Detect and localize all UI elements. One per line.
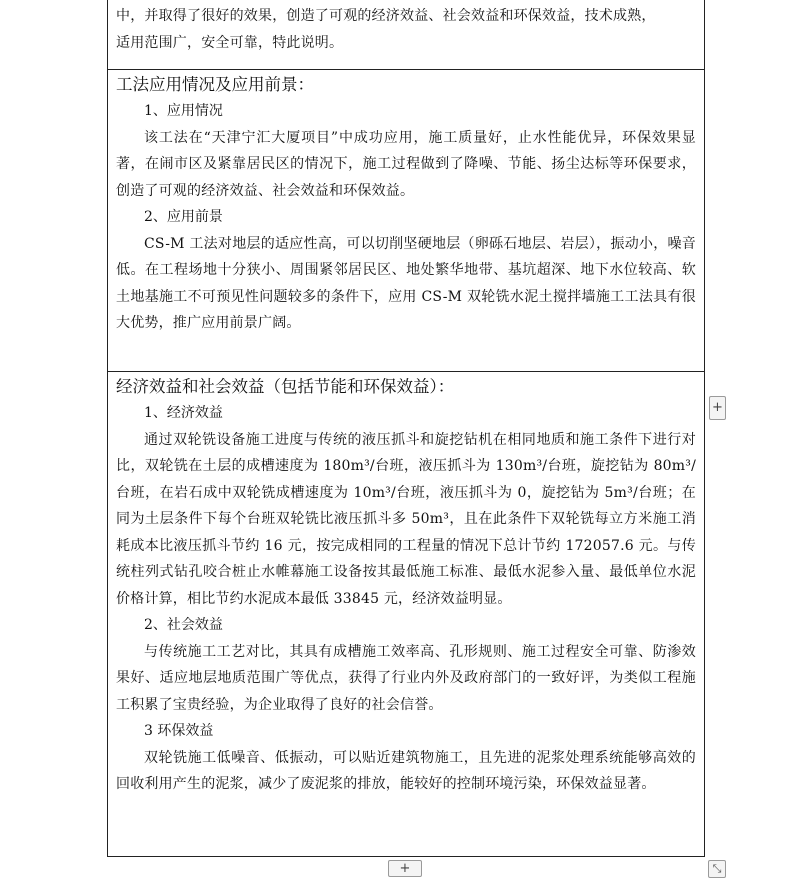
subheading-economic-benefit: 1、经济效益 [144,405,223,421]
text-line: 中，并取得了很好的效果，创造了可观的经济效益、社会效益和环保效益，技术成熟， [116,8,656,24]
table-cell-summary[interactable] [108,0,704,70]
paragraph-environmental-benefit: 双轮铣施工低噪音、低振动，可以贴近建筑物施工，且先进的泥浆处理系统能够高效的回收利用产生的泥浆，减少了废泥浆的排放，能较好的控制环境污染，环保效益显著。 [116,749,696,792]
table-resize-handle-icon[interactable]: ⤡ [708,860,726,878]
add-column-button[interactable]: + [709,396,726,420]
table-cell-application[interactable] [108,70,704,372]
paragraph-economic-benefit: 通过双轮铣设备施工进度与传统的液压抓斗和旋挖钻机在相同地质和施工条件下进行对比，双轮铣在土层的成槽速度为 180m³/台班，液压抓斗为 130m³/台班，旋挖钻为 80m³/台班，在岩石成中双轮铣成槽速度为 10m³/台班，液压抓斗为 0，旋挖钻为 5m³/台班；在同为土层条件下每个台班双轮铣比液压抓斗多 50m³，且在此条件下双轮铣每立方米施工消耗成本比液压抓斗节约 16 元，按完成相同的工程量的情况下总计节约 172057.6 元。与传统柱列式钻孔咬合桩止水帷幕施工设备按其最低施工标准、最低水泥参入量、最低单位水泥价格计算，相比节约水泥成本最低 33845 元，经济效益明显。 [116,431,696,607]
subheading-social-benefit: 2、社会效益 [144,617,223,633]
document-table [107,0,705,857]
subheading-application-status: 1、应用情况 [144,103,223,119]
table-cell-benefits[interactable] [108,372,704,857]
paragraph-social-benefit: 与传统施工工艺对比，其具有成槽施工效率高、孔形规则、施工过程安全可靠、防渗效果好、适应地层地质范围广等优点，获得了行业内外及政府部门的一致好评，为类似工程施工积累了宝贵经验，为企业取得了良好的社会信誉。 [116,643,696,713]
summary-text [116,0,696,56]
subheading-environmental-benefit: 3 环保效益 [144,723,214,739]
section-heading-application: 工法应用情况及应用前景： [116,75,314,94]
section-heading-benefits: 经济效益和社会效益（包括节能和环保效益）： [116,377,455,396]
subheading-application-prospect: 2、应用前景 [144,209,223,225]
paragraph-application-prospect: CS-M 工法对地层的适应性高，可以切削坚硬地层（卵砾石地层、岩层），振动小，噪音低。在工程场地十分狭小、周围紧邻居民区、地处繁华地带、基坑超深、地下水位较高、软土地基施工不可预见性问题较多的条件下，应用 CS-M 双轮铣水泥土搅拌墙施工工法具有很大优势，推广应用前景广阔。 [116,235,696,331]
add-row-button[interactable]: + [388,860,422,877]
paragraph-application-status: 该工法在“天津宁汇大厦项目”中成功应用，施工质量好，止水性能优异，环保效果显著，在闹市区及紧靠居民区的情况下，施工过程做到了降噪、节能、扬尘达标等环保要求，创造了可观的经济效益、社会效益和环保效益。 [116,129,696,199]
text-line: 适用范围广，安全可靠，特此说明。 [116,34,344,51]
